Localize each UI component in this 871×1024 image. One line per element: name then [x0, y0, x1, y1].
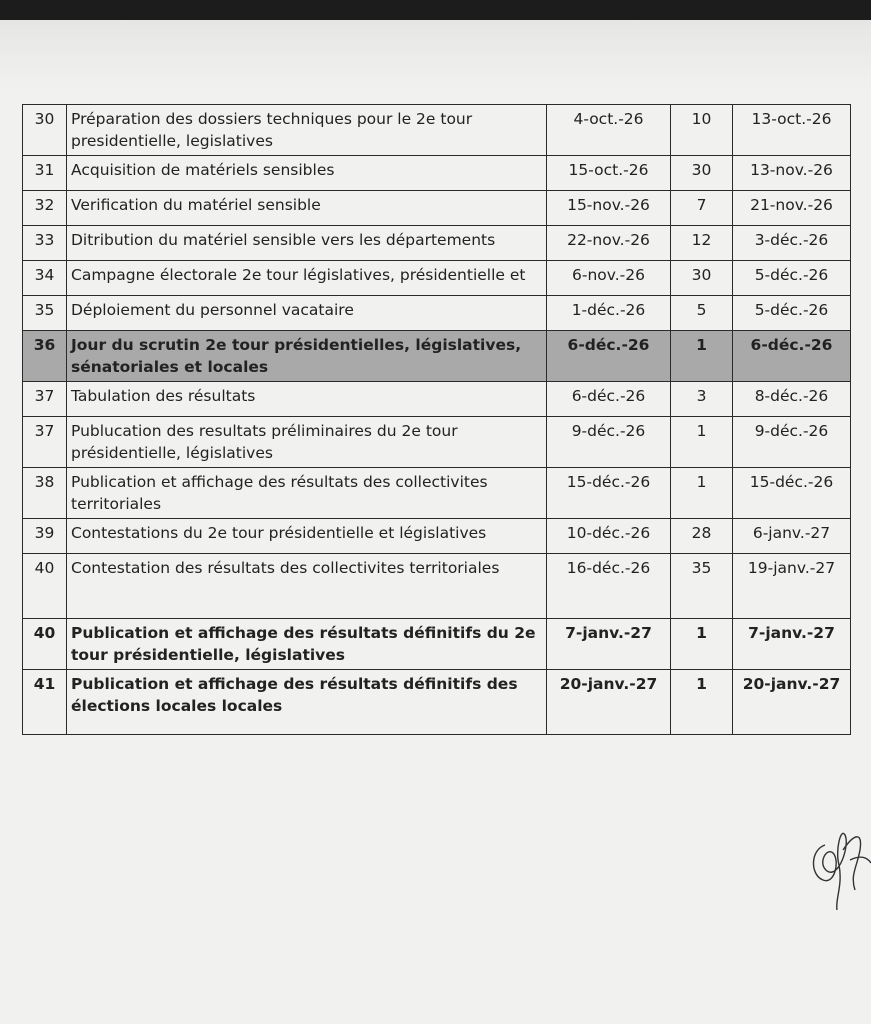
- start-date: 7-janv.-27: [547, 619, 671, 670]
- start-date: 15-oct.-26: [547, 156, 671, 191]
- duration-days: 35: [671, 554, 733, 619]
- duration-days: 5: [671, 296, 733, 331]
- end-date: 15-déc.-26: [733, 468, 851, 519]
- duration-days: 1: [671, 468, 733, 519]
- election-schedule-table: [22, 104, 851, 735]
- duration-days: 10: [671, 105, 733, 156]
- row-number: 32: [23, 191, 67, 226]
- row-number: 40: [23, 619, 67, 670]
- duration-days: 1: [671, 331, 733, 382]
- task-description: Tabulation des résultats: [67, 382, 547, 417]
- end-date: 5-déc.-26: [733, 261, 851, 296]
- row-number: 31: [23, 156, 67, 191]
- table-row-highlighted: [23, 331, 851, 382]
- table-row: [23, 619, 851, 670]
- start-date: 22-nov.-26: [547, 226, 671, 261]
- task-description: Publication et affichage des résultats des collectivites territoriales: [67, 468, 547, 519]
- duration-days: 3: [671, 382, 733, 417]
- handwritten-signature: [805, 805, 871, 915]
- row-number: 36: [23, 331, 67, 382]
- task-description: Déploiement du personnel vacataire: [67, 296, 547, 331]
- end-date: 7-janv.-27: [733, 619, 851, 670]
- table-row: [23, 519, 851, 554]
- table-row: [23, 191, 851, 226]
- end-date: 8-déc.-26: [733, 382, 851, 417]
- end-date: 3-déc.-26: [733, 226, 851, 261]
- start-date: 6-déc.-26: [547, 382, 671, 417]
- task-description: Publication et affichage des résultats définitifs du 2e tour présidentielle, législatives: [67, 619, 547, 670]
- start-date: 16-déc.-26: [547, 554, 671, 619]
- table-row: [23, 670, 851, 735]
- scan-shadow: [0, 20, 871, 90]
- start-date: 15-déc.-26: [547, 468, 671, 519]
- duration-days: 12: [671, 226, 733, 261]
- row-number: 33: [23, 226, 67, 261]
- start-date: 9-déc.-26: [547, 417, 671, 468]
- end-date: 21-nov.-26: [733, 191, 851, 226]
- row-number: 34: [23, 261, 67, 296]
- start-date: 10-déc.-26: [547, 519, 671, 554]
- table-row: [23, 296, 851, 331]
- row-number: 38: [23, 468, 67, 519]
- duration-days: 7: [671, 191, 733, 226]
- duration-days: 28: [671, 519, 733, 554]
- table-row: [23, 105, 851, 156]
- task-description: Acquisition de matériels sensibles: [67, 156, 547, 191]
- row-number: 41: [23, 670, 67, 735]
- task-description: Contestations du 2e tour présidentielle et législatives: [67, 519, 547, 554]
- duration-days: 1: [671, 417, 733, 468]
- end-date: 13-nov.-26: [733, 156, 851, 191]
- duration-days: 30: [671, 156, 733, 191]
- duration-days: 1: [671, 619, 733, 670]
- table-row: [23, 554, 851, 619]
- task-description: Ditribution du matériel sensible vers les départements: [67, 226, 547, 261]
- start-date: 4-oct.-26: [547, 105, 671, 156]
- end-date: 13-oct.-26: [733, 105, 851, 156]
- task-description: Contestation des résultats des collectivites territoriales: [67, 554, 547, 619]
- end-date: 6-janv.-27: [733, 519, 851, 554]
- end-date: 6-déc.-26: [733, 331, 851, 382]
- task-description: Jour du scrutin 2e tour présidentielles, législatives, sénatoriales et locales: [67, 331, 547, 382]
- row-number: 30: [23, 105, 67, 156]
- table-row: [23, 226, 851, 261]
- start-date: 20-janv.-27: [547, 670, 671, 735]
- table-row: [23, 468, 851, 519]
- table-row: [23, 382, 851, 417]
- table-row: [23, 417, 851, 468]
- row-number: 37: [23, 382, 67, 417]
- task-description: Verification du matériel sensible: [67, 191, 547, 226]
- table-row: [23, 156, 851, 191]
- task-description: Campagne électorale 2e tour législatives, présidentielle et: [67, 261, 547, 296]
- start-date: 6-déc.-26: [547, 331, 671, 382]
- end-date: 5-déc.-26: [733, 296, 851, 331]
- end-date: 9-déc.-26: [733, 417, 851, 468]
- start-date: 6-nov.-26: [547, 261, 671, 296]
- end-date: 19-janv.-27: [733, 554, 851, 619]
- start-date: 15-nov.-26: [547, 191, 671, 226]
- task-description: Publication et affichage des résultats définitifs des élections locales locales: [67, 670, 547, 735]
- row-number: 37: [23, 417, 67, 468]
- row-number: 35: [23, 296, 67, 331]
- top-dark-bar: [0, 0, 871, 20]
- start-date: 1-déc.-26: [547, 296, 671, 331]
- row-number: 39: [23, 519, 67, 554]
- task-description: Publucation des resultats préliminaires du 2e tour présidentielle, législatives: [67, 417, 547, 468]
- row-number: 40: [23, 554, 67, 619]
- task-description: Préparation des dossiers techniques pour le 2e tour presidentielle, legislatives: [67, 105, 547, 156]
- duration-days: 30: [671, 261, 733, 296]
- end-date: 20-janv.-27: [733, 670, 851, 735]
- duration-days: 1: [671, 670, 733, 735]
- table-row: [23, 261, 851, 296]
